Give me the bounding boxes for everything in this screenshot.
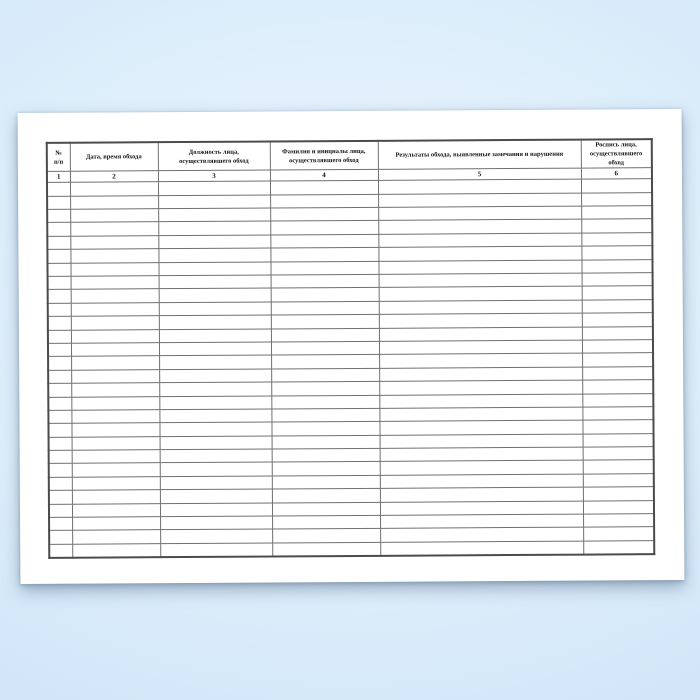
empty-cell bbox=[160, 489, 272, 503]
document-page bbox=[18, 109, 685, 584]
empty-cell bbox=[158, 248, 270, 262]
empty-cell bbox=[160, 449, 272, 463]
empty-cell bbox=[158, 235, 270, 249]
empty-cell bbox=[270, 248, 378, 262]
empty-cell bbox=[72, 436, 160, 450]
empty-cell bbox=[158, 221, 270, 235]
empty-cell bbox=[159, 355, 271, 369]
column-number-4: 4 bbox=[270, 170, 378, 182]
empty-cell bbox=[583, 487, 654, 501]
empty-cell bbox=[159, 315, 271, 329]
empty-cell bbox=[159, 275, 271, 289]
empty-cell bbox=[271, 315, 379, 329]
empty-cell bbox=[48, 303, 71, 317]
column-number-2: 2 bbox=[70, 171, 158, 183]
empty-cell bbox=[160, 516, 272, 530]
empty-cell bbox=[379, 367, 582, 382]
empty-row bbox=[49, 540, 654, 558]
empty-cell bbox=[48, 330, 71, 344]
empty-cell bbox=[70, 195, 158, 209]
empty-cell bbox=[271, 368, 379, 382]
empty-cell bbox=[582, 286, 653, 300]
empty-cell bbox=[71, 383, 159, 397]
empty-cell bbox=[378, 193, 581, 208]
empty-cell bbox=[379, 394, 582, 409]
empty-cell bbox=[379, 327, 582, 342]
empty-cell bbox=[378, 220, 581, 235]
empty-cell bbox=[49, 531, 72, 545]
empty-cell bbox=[71, 329, 159, 343]
empty-cell bbox=[47, 196, 70, 210]
empty-cell bbox=[271, 341, 379, 355]
column-header-5: Результаты обхода, выявленные замечания и нарушения bbox=[378, 140, 581, 170]
empty-cell bbox=[582, 299, 653, 313]
empty-cell bbox=[47, 209, 70, 223]
empty-cell bbox=[160, 503, 272, 517]
empty-cell bbox=[47, 263, 70, 277]
empty-cell bbox=[581, 192, 652, 206]
empty-cell bbox=[583, 540, 654, 554]
empty-cell bbox=[378, 233, 581, 248]
rounds-log-table bbox=[46, 138, 656, 559]
empty-cell bbox=[47, 223, 70, 237]
empty-cell bbox=[70, 209, 158, 223]
empty-cell bbox=[272, 435, 380, 449]
empty-cell bbox=[159, 382, 271, 396]
empty-cell bbox=[380, 434, 583, 449]
empty-cell bbox=[71, 410, 159, 424]
column-header-3: Должность лица, осуществлявшего обход bbox=[158, 141, 270, 170]
column-number-5: 5 bbox=[378, 168, 581, 180]
empty-cell bbox=[272, 515, 380, 529]
empty-cell bbox=[378, 246, 581, 261]
empty-cell bbox=[380, 474, 583, 489]
empty-cell bbox=[379, 353, 582, 368]
empty-cell bbox=[72, 503, 160, 517]
empty-cell bbox=[582, 313, 653, 327]
empty-cell bbox=[49, 490, 72, 504]
empty-cell bbox=[581, 219, 652, 233]
empty-cell bbox=[48, 383, 71, 397]
empty-cell bbox=[160, 543, 272, 558]
empty-cell bbox=[72, 530, 160, 544]
empty-cell bbox=[48, 370, 71, 384]
empty-cell bbox=[48, 276, 71, 290]
empty-cell bbox=[581, 233, 652, 247]
empty-cell bbox=[582, 353, 653, 367]
empty-cell bbox=[379, 407, 582, 422]
empty-cell bbox=[378, 179, 581, 194]
empty-cell bbox=[159, 422, 271, 436]
empty-cell bbox=[270, 221, 378, 235]
empty-cell bbox=[70, 222, 158, 236]
empty-cell bbox=[582, 366, 653, 380]
empty-cell bbox=[48, 410, 71, 424]
empty-cell bbox=[270, 234, 378, 248]
empty-cell bbox=[71, 369, 159, 383]
empty-cell bbox=[72, 490, 160, 504]
empty-cell bbox=[379, 380, 582, 395]
empty-cell bbox=[48, 343, 71, 357]
empty-cell bbox=[47, 249, 70, 263]
empty-cell bbox=[380, 487, 583, 502]
empty-cell bbox=[72, 477, 160, 491]
table-body bbox=[47, 179, 654, 558]
empty-cell bbox=[159, 342, 271, 356]
empty-cell bbox=[49, 464, 72, 478]
empty-cell bbox=[70, 262, 158, 276]
empty-cell bbox=[380, 514, 583, 529]
empty-cell bbox=[271, 288, 379, 302]
empty-cell bbox=[582, 326, 653, 340]
empty-cell bbox=[49, 517, 72, 531]
empty-cell bbox=[48, 424, 71, 438]
empty-cell bbox=[271, 408, 379, 422]
empty-cell bbox=[272, 529, 380, 543]
empty-cell bbox=[379, 420, 582, 435]
empty-cell bbox=[272, 448, 380, 462]
empty-cell bbox=[271, 395, 379, 409]
empty-cell bbox=[581, 246, 652, 260]
column-header-6: Роспись лица, осуществлявшего обход bbox=[581, 139, 652, 168]
empty-cell bbox=[158, 181, 270, 195]
empty-cell bbox=[271, 301, 379, 315]
empty-cell bbox=[71, 289, 159, 303]
empty-cell bbox=[380, 461, 583, 476]
column-header-2: Дата, время обхода bbox=[70, 142, 158, 171]
empty-cell bbox=[583, 433, 654, 447]
empty-cell bbox=[583, 447, 654, 461]
empty-cell bbox=[159, 302, 271, 316]
empty-cell bbox=[160, 436, 272, 450]
empty-cell bbox=[272, 542, 380, 557]
empty-cell bbox=[71, 276, 159, 290]
empty-cell bbox=[379, 340, 582, 355]
empty-cell bbox=[583, 514, 654, 528]
empty-cell bbox=[583, 460, 654, 474]
empty-cell bbox=[270, 181, 378, 195]
empty-cell bbox=[582, 273, 653, 287]
empty-cell bbox=[49, 450, 72, 464]
empty-cell bbox=[380, 447, 583, 462]
empty-cell bbox=[380, 528, 583, 543]
empty-cell bbox=[70, 182, 158, 196]
empty-cell bbox=[70, 236, 158, 250]
empty-cell bbox=[159, 409, 271, 423]
empty-cell bbox=[160, 529, 272, 543]
empty-cell bbox=[71, 343, 159, 357]
column-number-1: 1 bbox=[47, 171, 70, 182]
empty-cell bbox=[581, 206, 652, 220]
empty-cell bbox=[581, 179, 652, 193]
empty-cell bbox=[71, 356, 159, 370]
empty-cell bbox=[49, 477, 72, 491]
empty-cell bbox=[380, 541, 583, 556]
empty-cell bbox=[49, 504, 72, 518]
empty-cell bbox=[48, 357, 71, 371]
empty-cell bbox=[47, 236, 70, 250]
empty-cell bbox=[378, 206, 581, 221]
empty-cell bbox=[71, 316, 159, 330]
empty-cell bbox=[48, 316, 71, 330]
empty-cell bbox=[270, 207, 378, 221]
empty-cell bbox=[582, 340, 653, 354]
empty-cell bbox=[582, 393, 653, 407]
empty-cell bbox=[160, 476, 272, 490]
empty-cell bbox=[158, 208, 270, 222]
empty-cell bbox=[583, 527, 654, 541]
empty-cell bbox=[272, 502, 380, 516]
empty-cell bbox=[582, 407, 653, 421]
empty-cell bbox=[159, 288, 271, 302]
empty-cell bbox=[72, 463, 160, 477]
empty-cell bbox=[271, 355, 379, 369]
empty-cell bbox=[379, 313, 582, 328]
empty-cell bbox=[72, 543, 160, 557]
empty-cell bbox=[159, 369, 271, 383]
empty-cell bbox=[582, 420, 653, 434]
empty-cell bbox=[72, 450, 160, 464]
empty-cell bbox=[581, 259, 652, 273]
column-header-4: Фамилия и инициалы лица, осуществлявшего обход bbox=[270, 141, 378, 170]
header-row bbox=[47, 139, 652, 171]
empty-cell bbox=[583, 474, 654, 488]
empty-cell bbox=[160, 462, 272, 476]
empty-cell bbox=[271, 274, 379, 288]
empty-cell bbox=[49, 437, 72, 451]
empty-cell bbox=[272, 475, 380, 489]
empty-cell bbox=[71, 423, 159, 437]
column-number-6: 6 bbox=[581, 168, 652, 179]
empty-cell bbox=[271, 328, 379, 342]
empty-cell bbox=[272, 489, 380, 503]
column-number-3: 3 bbox=[158, 170, 270, 182]
empty-cell bbox=[272, 462, 380, 476]
empty-cell bbox=[158, 262, 270, 276]
empty-cell bbox=[582, 380, 653, 394]
empty-cell bbox=[49, 544, 72, 558]
empty-cell bbox=[379, 286, 582, 301]
column-header-1: № п/п bbox=[47, 143, 70, 172]
empty-cell bbox=[270, 194, 378, 208]
empty-cell bbox=[270, 261, 378, 275]
table-header bbox=[47, 139, 652, 182]
empty-cell bbox=[71, 302, 159, 316]
empty-cell bbox=[271, 422, 379, 436]
empty-cell bbox=[159, 329, 271, 343]
empty-cell bbox=[48, 290, 71, 304]
empty-cell bbox=[159, 396, 271, 410]
empty-cell bbox=[72, 517, 160, 531]
empty-cell bbox=[379, 273, 582, 288]
empty-cell bbox=[379, 300, 582, 315]
empty-cell bbox=[71, 396, 159, 410]
empty-cell bbox=[48, 397, 71, 411]
empty-cell bbox=[378, 260, 581, 275]
empty-cell bbox=[583, 500, 654, 514]
empty-cell bbox=[158, 195, 270, 209]
empty-cell bbox=[271, 381, 379, 395]
empty-cell bbox=[47, 182, 70, 196]
empty-cell bbox=[70, 249, 158, 263]
empty-cell bbox=[380, 501, 583, 516]
